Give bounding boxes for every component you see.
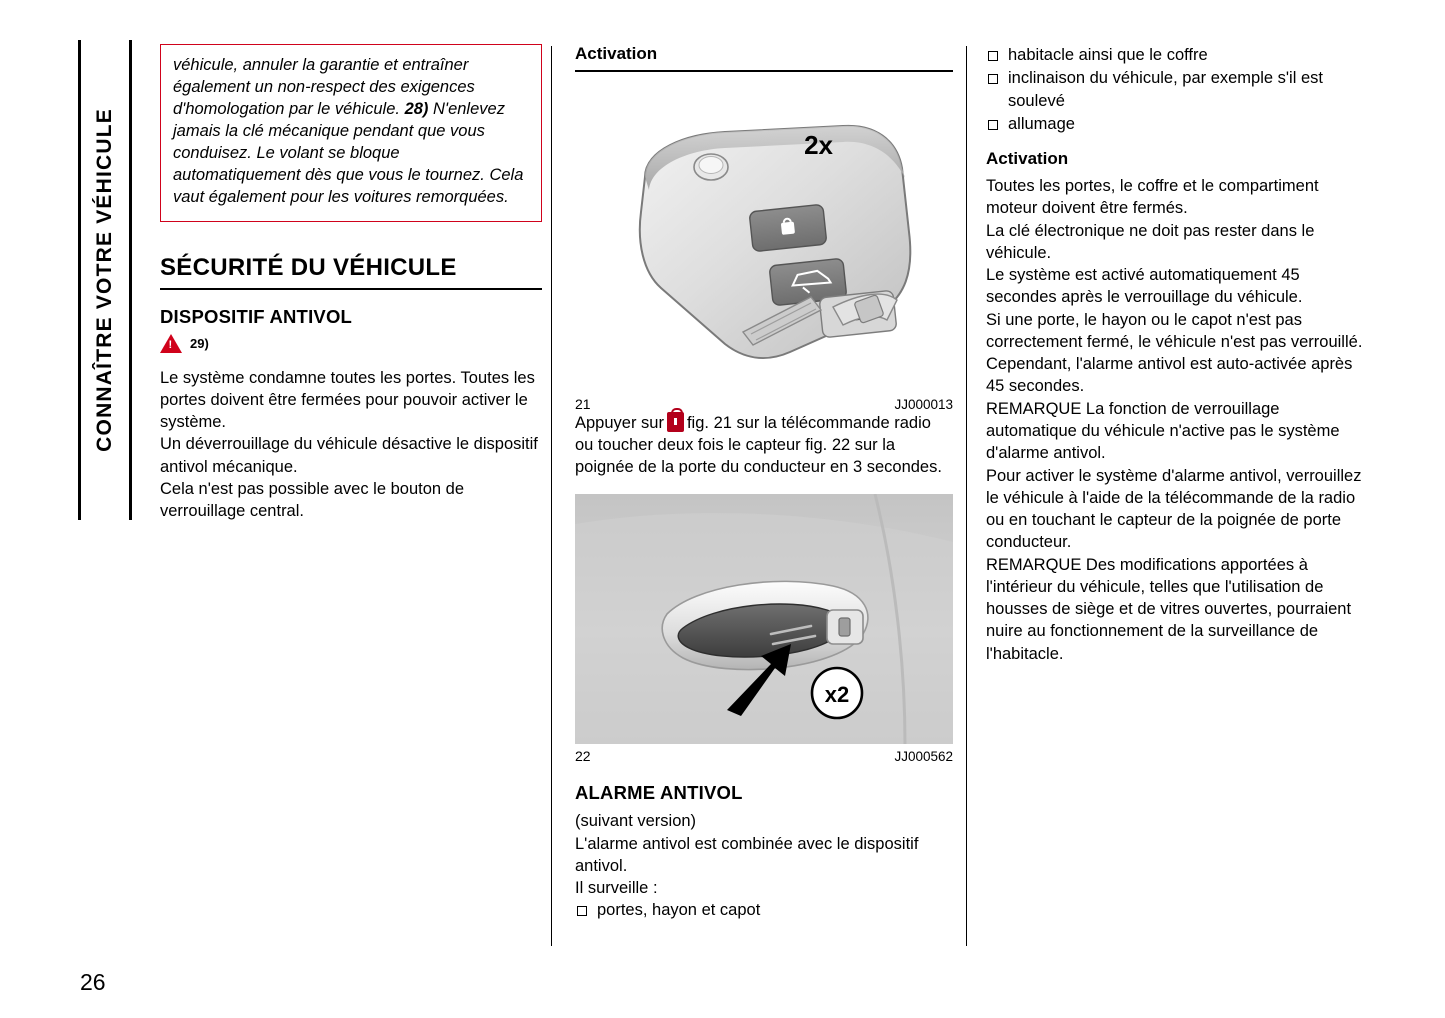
- list-item: habitacle ainsi que le coffre: [986, 44, 1368, 66]
- alarm-version: (suivant version): [575, 812, 697, 831]
- instruction-text-post: fig. 21 sur la télécommande radio ou toucher deux fois le capteur fig. 22 sur la poignée de la porte du conducteur en 3 secondes.: [575, 413, 942, 477]
- paragraph: L'alarme antivol est combinée avec le dispositif antivol.: [575, 834, 919, 875]
- subsection-title: DISPOSITIF ANTIVOL: [160, 305, 353, 327]
- lock-icon: [667, 412, 684, 432]
- chapter-tab-label: CONNAÎTRE VOTRE VÉHICULE: [93, 108, 116, 452]
- page-number: 26: [80, 969, 106, 995]
- column-one: [160, 44, 542, 522]
- figure-22-caption: [575, 748, 953, 764]
- paragraph: REMARQUE La fonction de verrouillage automatique du véhicule n'active pas le système d'alarme antivol.: [986, 399, 1340, 463]
- figure-21-image: [575, 82, 953, 392]
- figure-22: [575, 494, 953, 764]
- figure-21-id: JJ000013: [894, 396, 953, 412]
- section-title: SÉCURITÉ DU VÉHICULE: [160, 253, 457, 281]
- paragraph: Si une porte, le hayon ou le capot n'est pas correctement fermé, le véhicule n'est pas verrouillé. Cependant, l'alarme antivol est auto-activée après 45 secondes.: [986, 310, 1363, 396]
- column-three: [986, 44, 1368, 665]
- activation-heading-rule: [575, 70, 953, 72]
- list-item: inclinaison du véhicule, par exemple s'il est soulevé: [986, 67, 1368, 112]
- figure-21-caption: [575, 396, 953, 412]
- figure-22-number: 22: [575, 748, 591, 765]
- key-fob-illustration: [575, 82, 953, 392]
- warning-box-ref: 28): [404, 99, 429, 118]
- paragraph: Un déverrouillage du véhicule désactive le dispositif antivol mécanique.: [160, 435, 538, 476]
- chapter-tab: [78, 40, 132, 520]
- surveillance-bullet-list: [986, 44, 1368, 135]
- paragraph: Il surveille :: [575, 879, 658, 898]
- paragraph: Le système est activé automatiquement 45 secondes après le verrouillage du véhicule.: [986, 266, 1303, 307]
- column-divider-2: [966, 46, 967, 946]
- paragraph: REMARQUE Des modifications apportées à l'intérieur du véhicule, telles que l'utilisation de housses de siège et de vitres ouvertes, pourraient nuire au fonctionnement de la surveillance de l'habitacle.: [986, 555, 1352, 663]
- section-title-rule: [160, 288, 542, 290]
- activation-heading-col3: Activation: [986, 149, 1069, 169]
- column-two: [575, 44, 953, 923]
- alarm-title: ALARME ANTIVOL: [575, 782, 743, 804]
- figure-21-number: 21: [575, 395, 591, 412]
- instruction-text-pre: Appuyer sur: [575, 413, 664, 432]
- paragraph: Le système condamne toutes les portes. Toutes les portes doivent être fermées pour pouvoir activer le système.: [160, 368, 535, 432]
- paragraph: Cela n'est pas possible avec le bouton de verrouillage central.: [160, 479, 465, 521]
- figure-22-image: [575, 494, 953, 744]
- svg-text:x2: x2: [824, 682, 850, 708]
- paragraph: La clé électronique ne doit pas rester dans le véhicule.: [986, 221, 1315, 262]
- warning-box: [160, 44, 542, 222]
- alarm-bullet-list: [575, 899, 953, 921]
- activation-heading: Activation: [575, 44, 658, 63]
- column-divider-1: [551, 46, 552, 946]
- paragraph: Pour activer le système d'alarme antivol, verrouillez le véhicule à l'aide de la télécommande de la radio ou en touchant le capteur de la poignée de porte conducteur.: [986, 466, 1362, 552]
- warning-reference: [160, 334, 542, 353]
- warning-box-text-1: véhicule, annuler la garantie et entraîner également un non-respect des exigences d'homologation par le véhicule.: [173, 56, 475, 118]
- figure-21-badge: 2x: [804, 129, 833, 160]
- list-item: allumage: [986, 113, 1368, 135]
- figure-22-id: JJ000562: [894, 749, 953, 765]
- list-item: portes, hayon et capot: [575, 899, 953, 921]
- warning-reference-number: 29): [190, 335, 209, 351]
- door-handle-illustration: [575, 494, 953, 744]
- warning-box-text-2: N'enlevez jamais la clé mécanique pendant que vous conduisez. Le volant se bloque automatiquement dès que vous le tournez. Cela vaut également pour les voitures remorquées.: [173, 99, 524, 206]
- activation-instruction: [575, 412, 953, 479]
- warning-triangle-icon: [160, 334, 182, 353]
- figure-21: [575, 82, 953, 412]
- paragraph: Toutes les portes, le coffre et le compartiment moteur doivent être fermés.: [986, 177, 1319, 218]
